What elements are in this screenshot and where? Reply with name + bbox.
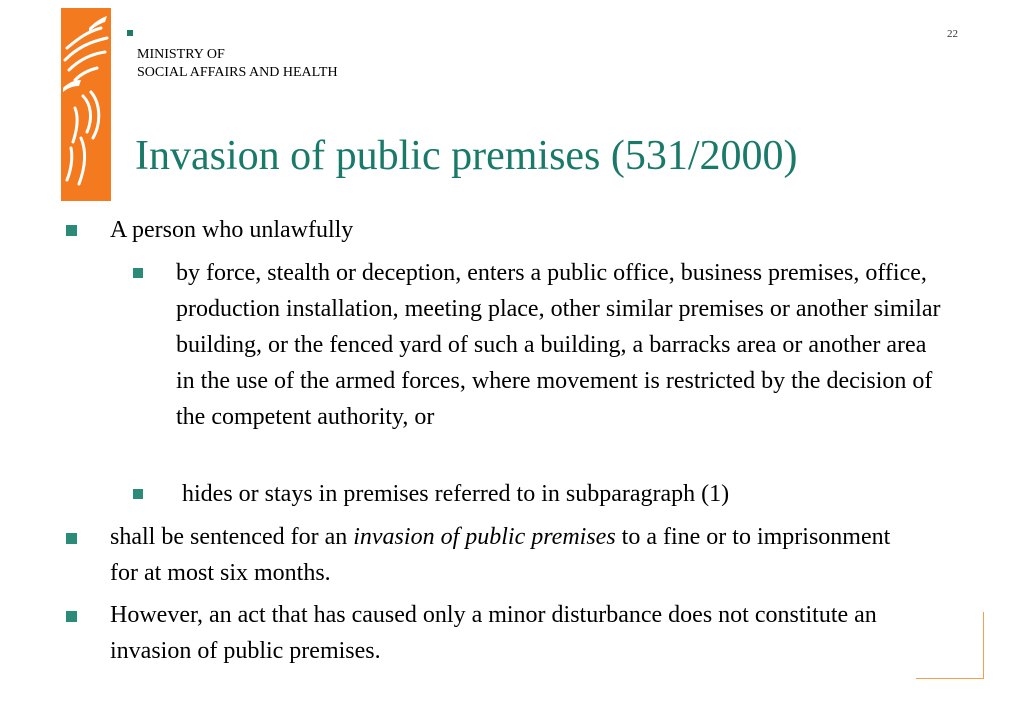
bullet-2-text-start: shall be sentenced for an [110, 524, 354, 550]
sub-bullet-marker [133, 489, 143, 499]
bullet-2-emphasis: invasion of public premises [353, 524, 616, 550]
bullet-3: However, an act that has caused only a minor disturbance does not constitute an invasion of public premises. [110, 602, 877, 664]
organization-line-2: SOCIAL AFFAIRS AND HEALTH [137, 65, 338, 80]
slide-title: Invasion of public premises (531/2000) [135, 133, 798, 179]
bullet-1: A person who unlawfully [110, 217, 354, 243]
organization-line-1: MINISTRY OF [137, 47, 225, 62]
corner-decoration-horizontal [916, 678, 984, 679]
ministry-logo-icon [61, 8, 111, 201]
bullet-marker [66, 533, 77, 544]
bullet-2-text-end: to a fine or to imprisonment for at most six months. [110, 524, 891, 586]
organization-name [137, 46, 338, 82]
bullet-2 [110, 519, 910, 591]
corner-decoration-vertical [983, 612, 984, 678]
page-number: 22 [947, 28, 958, 40]
bullet-marker [66, 611, 77, 622]
header-marker [127, 30, 133, 36]
bullet-marker [66, 225, 77, 236]
sub-bullet-2: hides or stays in premises referred to in subparagraph (1) [176, 481, 730, 507]
sub-bullet-1: by force, stealth or deception, enters a public office, business premises, office, production installation, meeting place, other similar premises or another similar building, or the fenced yard of such a building, a barracks area or another area in the use of the armed forces, where movement is restricted by the decision of the competent authority, or [176, 260, 941, 430]
sub-bullet-marker [133, 268, 143, 278]
